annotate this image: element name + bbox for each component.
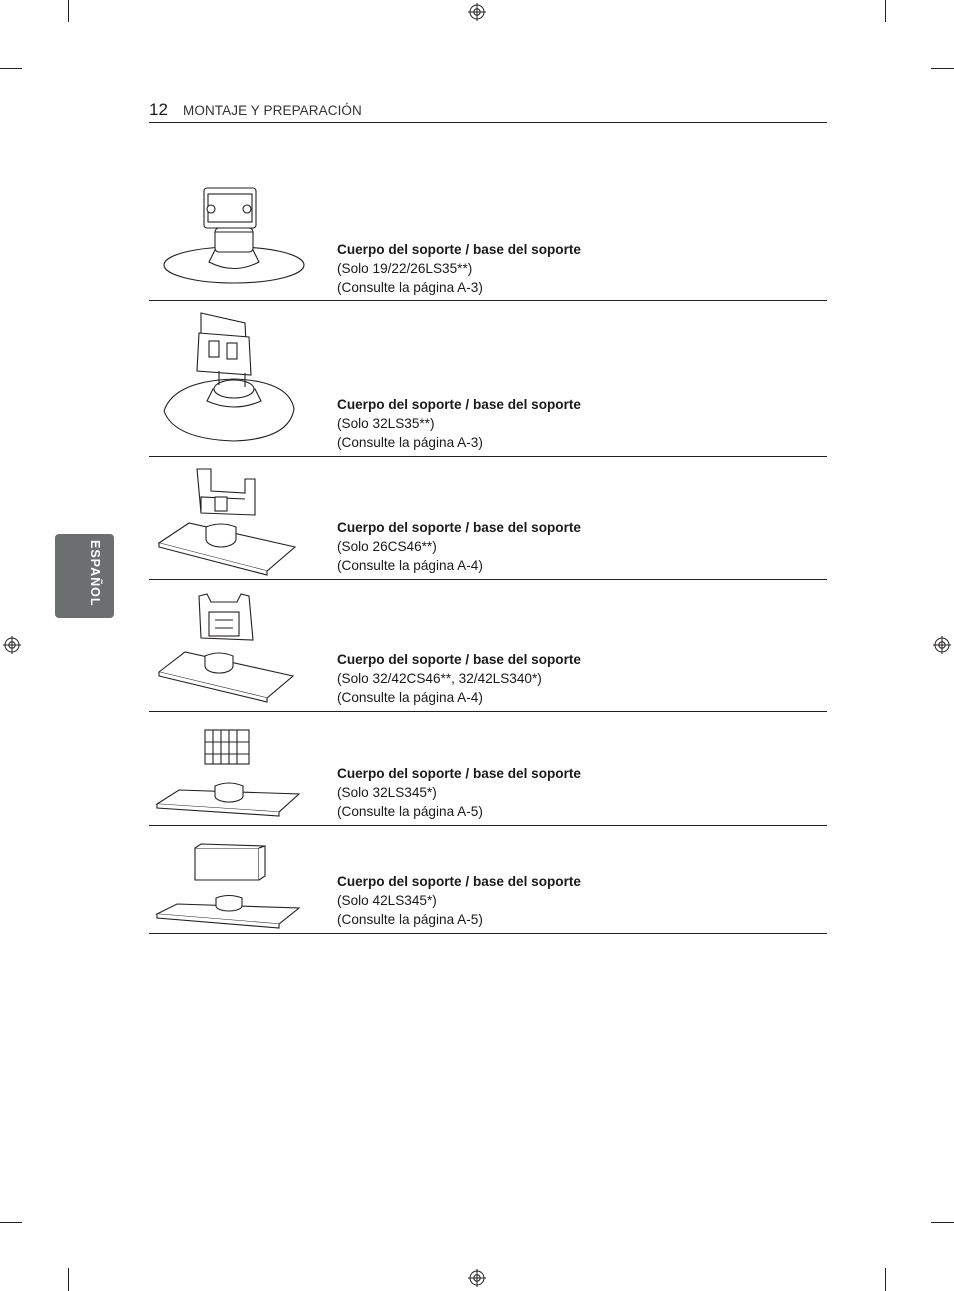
item-page-ref: (Consulte la página A-3) xyxy=(337,435,483,450)
item-title: Cuerpo del soporte / base del soporte xyxy=(337,766,581,781)
crop-mark xyxy=(885,0,886,22)
item-title: Cuerpo del soporte / base del soporte xyxy=(337,874,581,889)
crop-mark xyxy=(931,68,954,69)
language-tab-label: ESPAÑOL xyxy=(88,540,102,607)
language-tab xyxy=(55,534,114,618)
registration-mark-icon xyxy=(468,3,486,21)
item-title: Cuerpo del soporte / base del soporte xyxy=(337,520,581,535)
registration-mark-icon xyxy=(3,636,21,654)
crop-mark xyxy=(0,68,22,69)
item-page-ref: (Consulte la página A-4) xyxy=(337,690,483,705)
page-number: 12 xyxy=(149,100,168,119)
item-description xyxy=(337,872,581,929)
item-page-ref: (Consulte la página A-5) xyxy=(337,804,483,819)
stand-base-illustration-icon xyxy=(149,712,329,825)
stand-base-illustration-icon xyxy=(149,180,329,300)
stand-base-illustration-icon xyxy=(149,826,329,933)
crop-mark xyxy=(931,1222,954,1223)
item-page-ref: (Consulte la página A-5) xyxy=(337,912,483,927)
parts-list-item xyxy=(149,712,827,826)
item-models: (Solo 32LS345*) xyxy=(337,785,437,800)
item-models: (Solo 19/22/26LS35**) xyxy=(337,261,473,276)
crop-mark xyxy=(885,1268,886,1291)
page-header xyxy=(149,100,827,123)
registration-mark-icon xyxy=(933,636,951,654)
item-description xyxy=(337,764,581,821)
crop-mark xyxy=(68,0,69,22)
section-title: MONTAJE Y PREPARACIÓN xyxy=(183,103,362,118)
item-title: Cuerpo del soporte / base del soporte xyxy=(337,397,581,412)
registration-mark-icon xyxy=(468,1269,486,1287)
item-models: (Solo 26CS46**) xyxy=(337,539,437,554)
item-description xyxy=(337,240,581,297)
item-page-ref: (Consulte la página A-4) xyxy=(337,558,483,573)
item-models: (Solo 32/42CS46**, 32/42LS340*) xyxy=(337,671,542,686)
parts-list-item xyxy=(149,301,827,457)
item-models: (Solo 32LS35**) xyxy=(337,416,435,431)
parts-list-item xyxy=(149,180,827,301)
crop-mark xyxy=(68,1268,69,1291)
parts-list-item xyxy=(149,580,827,712)
item-title: Cuerpo del soporte / base del soporte xyxy=(337,652,581,667)
item-page-ref: (Consulte la página A-3) xyxy=(337,280,483,295)
stand-base-illustration-icon xyxy=(149,301,329,456)
stand-base-illustration-icon xyxy=(149,457,329,579)
crop-mark xyxy=(0,1222,22,1223)
item-description xyxy=(337,518,581,575)
item-description xyxy=(337,650,581,707)
item-models: (Solo 42LS345*) xyxy=(337,893,437,908)
stand-base-illustration-icon xyxy=(149,580,329,711)
item-description xyxy=(337,395,581,452)
parts-list-item xyxy=(149,826,827,934)
item-title: Cuerpo del soporte / base del soporte xyxy=(337,242,581,257)
parts-list-item xyxy=(149,457,827,580)
